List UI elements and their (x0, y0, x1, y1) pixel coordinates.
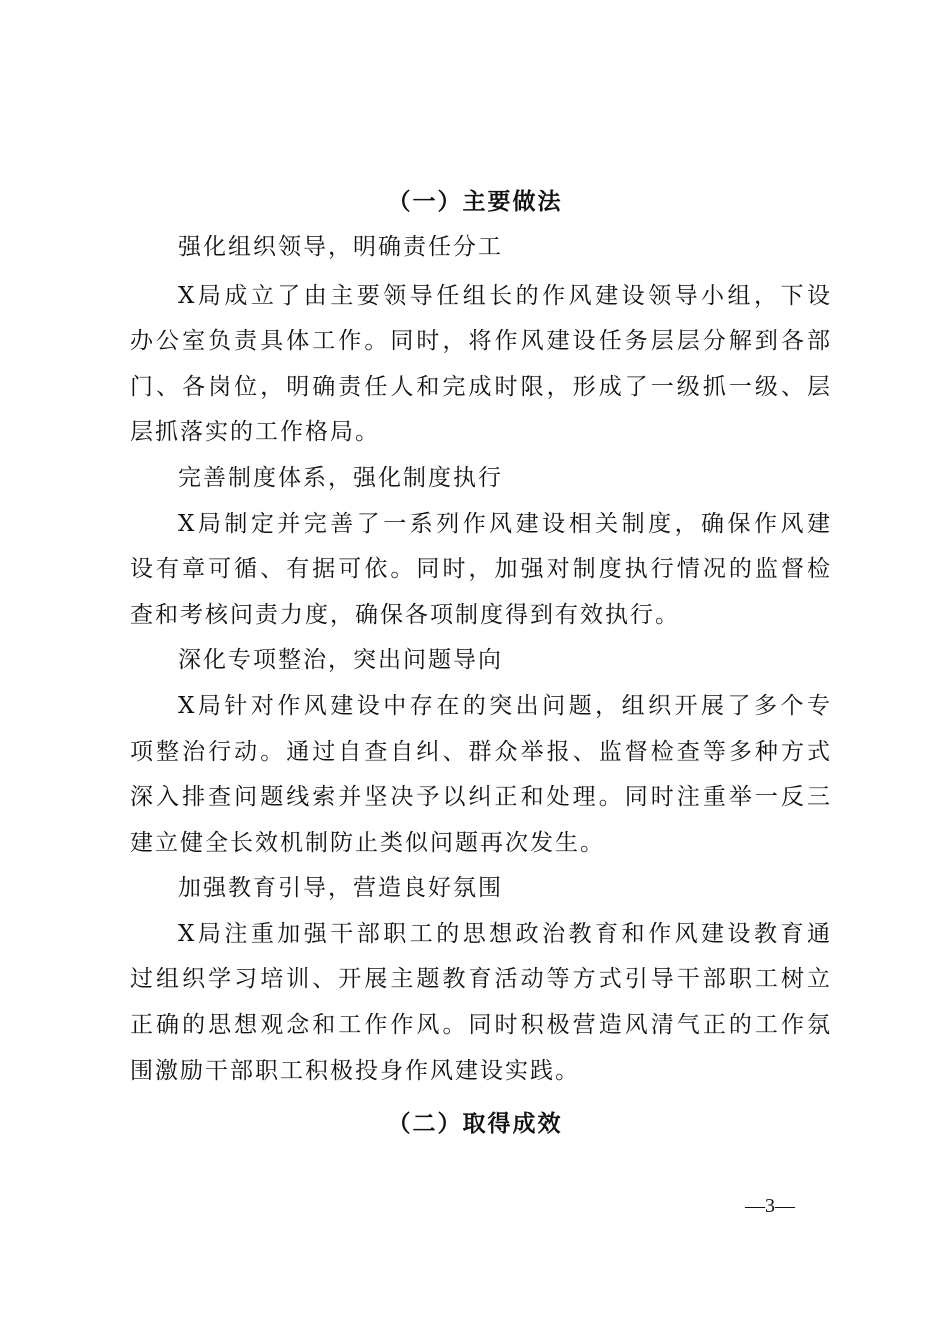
section-heading-1: （一）主要做法 (387, 188, 563, 215)
paragraph-3-line-2: 项整治行动。通过自查自纠、群众举报、监督检查等多种方式 (130, 739, 830, 765)
subheading-3: 深化专项整治，突出问题导向 (178, 647, 503, 673)
paragraph-3-line-3: 深入排查问题线索并坚决予以纠正和处理。同时注重举一反三 (130, 784, 830, 810)
subheading-4: 加强教育引导，营造良好氛围 (178, 875, 503, 901)
paragraph-2-line-2: 设有章可循、有据可依。同时，加强对制度执行情况的监督检 (130, 556, 830, 582)
paragraph-1-line-2: 办公室负责具体工作。同时，将作风建设任务层层分解到各部 (130, 328, 830, 354)
paragraph-3-line-1: X局针对作风建设中存在的突出问题，组织开展了多个专 (178, 693, 830, 719)
subheading-1: 强化组织领导，明确责任分工 (178, 234, 503, 260)
paragraph-1-line-3: 门、各岗位，明确责任人和完成时限，形成了一级抓一级、层 (130, 374, 830, 400)
section-heading-2: （二）取得成效 (387, 1110, 563, 1137)
paragraph-2-line-1: X局制定并完善了一系列作风建设相关制度，确保作风建 (178, 511, 830, 537)
paragraph-3-line-4: 建立健全长效机制防止类似问题再次发生。 (130, 830, 605, 856)
page-number: —3— (745, 1195, 795, 1217)
paragraph-2-line-3: 查和考核问责力度，确保各项制度得到有效执行。 (130, 602, 680, 628)
paragraph-4-line-4: 围激励干部职工积极投身作风建设实践。 (130, 1058, 580, 1084)
paragraph-4-line-3: 正确的思想观念和工作作风。同时积极营造风清气正的工作氛 (130, 1012, 830, 1038)
subheading-2: 完善制度体系，强化制度执行 (178, 465, 503, 491)
paragraph-1-line-1: X局成立了由主要领导任组长的作风建设领导小组，下设 (178, 283, 830, 309)
paragraph-4-line-2: 过组织学习培训、开展主题教育活动等方式引导干部职工树立 (130, 966, 830, 992)
paragraph-4-line-1: X局注重加强干部职工的思想政治教育和作风建设教育通 (178, 921, 830, 947)
paragraph-1-line-4: 层抓落实的工作格局。 (130, 419, 380, 445)
